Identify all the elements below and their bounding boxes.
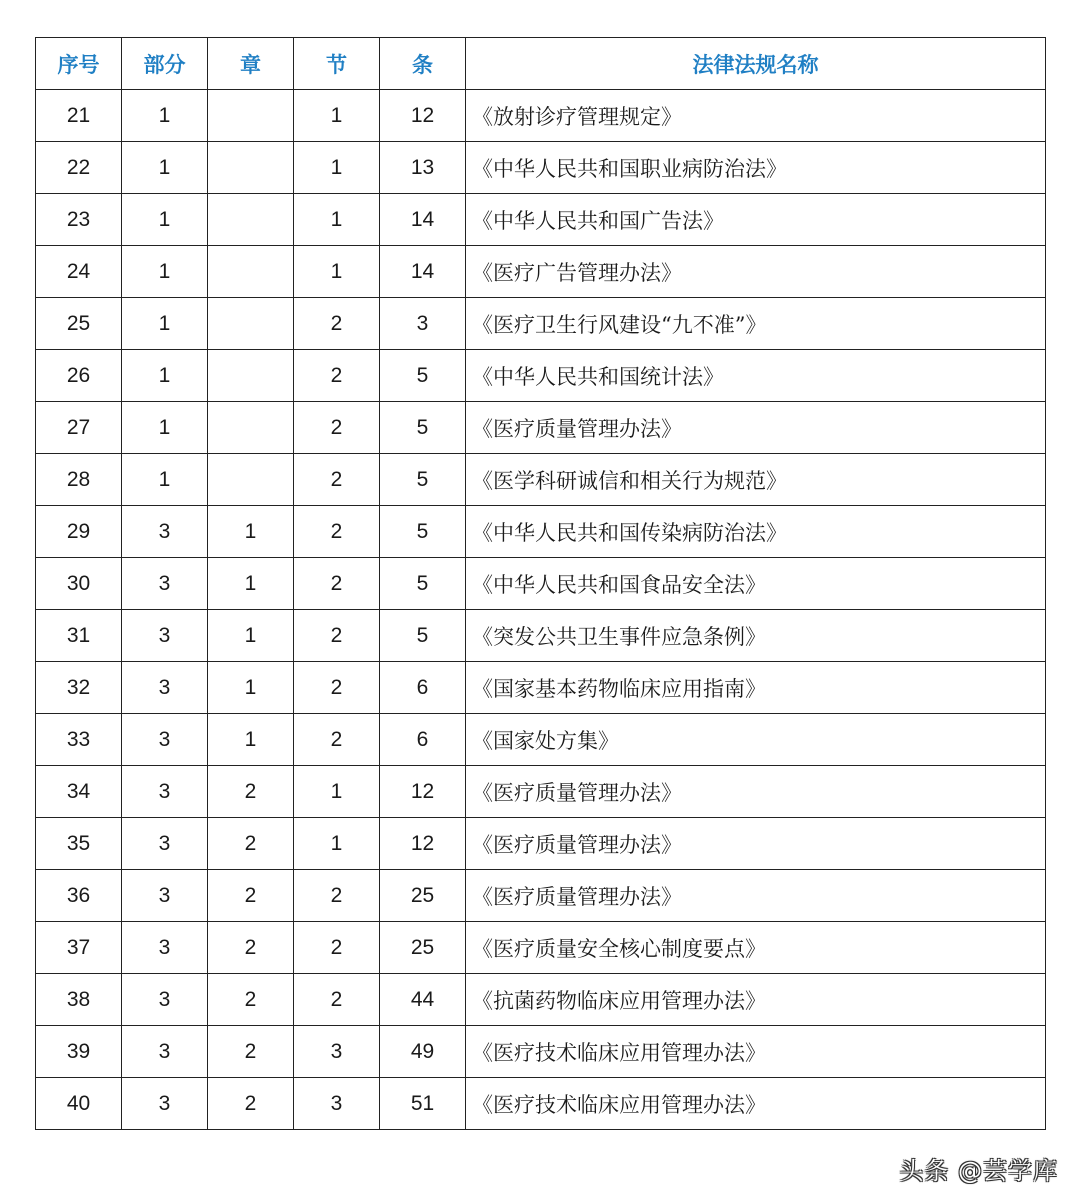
cell-regulation-name: 《医疗卫生行风建设“九不准”》 xyxy=(466,298,1046,350)
cell-regulation-name: 《中华人民共和国传染病防治法》 xyxy=(466,506,1046,558)
cell-index: 26 xyxy=(36,350,122,402)
cell-part: 3 xyxy=(122,870,208,922)
cell-section: 1 xyxy=(294,246,380,298)
table-row xyxy=(36,870,1046,922)
cell-chapter: 2 xyxy=(208,766,294,818)
cell-article: 5 xyxy=(380,402,466,454)
cell-part: 1 xyxy=(122,402,208,454)
header-regulation-name: 法律法规名称 xyxy=(466,38,1046,90)
cell-section: 2 xyxy=(294,298,380,350)
table-row xyxy=(36,90,1046,142)
cell-article: 5 xyxy=(380,350,466,402)
cell-index: 22 xyxy=(36,142,122,194)
cell-section: 2 xyxy=(294,454,380,506)
cell-chapter: 1 xyxy=(208,506,294,558)
cell-section: 2 xyxy=(294,610,380,662)
cell-section: 2 xyxy=(294,558,380,610)
table-row xyxy=(36,298,1046,350)
cell-article: 51 xyxy=(380,1078,466,1130)
table-row xyxy=(36,194,1046,246)
cell-section: 1 xyxy=(294,818,380,870)
cell-part: 1 xyxy=(122,142,208,194)
cell-index: 31 xyxy=(36,610,122,662)
cell-regulation-name: 《国家基本药物临床应用指南》 xyxy=(466,662,1046,714)
cell-chapter: 1 xyxy=(208,714,294,766)
cell-part: 3 xyxy=(122,662,208,714)
cell-part: 3 xyxy=(122,974,208,1026)
cell-part: 3 xyxy=(122,766,208,818)
cell-section: 2 xyxy=(294,922,380,974)
cell-part: 1 xyxy=(122,350,208,402)
cell-chapter: 1 xyxy=(208,558,294,610)
cell-section: 1 xyxy=(294,142,380,194)
cell-chapter: 2 xyxy=(208,818,294,870)
cell-index: 38 xyxy=(36,974,122,1026)
table-row xyxy=(36,558,1046,610)
cell-article: 6 xyxy=(380,662,466,714)
cell-chapter xyxy=(208,298,294,350)
cell-section: 2 xyxy=(294,870,380,922)
cell-index: 36 xyxy=(36,870,122,922)
table-row xyxy=(36,350,1046,402)
cell-regulation-name: 《医疗质量管理办法》 xyxy=(466,818,1046,870)
cell-index: 35 xyxy=(36,818,122,870)
cell-index: 32 xyxy=(36,662,122,714)
cell-article: 49 xyxy=(380,1026,466,1078)
table-row xyxy=(36,142,1046,194)
cell-section: 1 xyxy=(294,90,380,142)
cell-index: 34 xyxy=(36,766,122,818)
table-body xyxy=(36,90,1046,1130)
cell-article: 44 xyxy=(380,974,466,1026)
cell-index: 25 xyxy=(36,298,122,350)
cell-part: 3 xyxy=(122,610,208,662)
cell-article: 3 xyxy=(380,298,466,350)
cell-index: 40 xyxy=(36,1078,122,1130)
cell-part: 1 xyxy=(122,194,208,246)
cell-index: 33 xyxy=(36,714,122,766)
cell-part: 3 xyxy=(122,922,208,974)
cell-part: 1 xyxy=(122,454,208,506)
cell-chapter: 2 xyxy=(208,974,294,1026)
cell-regulation-name: 《中华人民共和国职业病防治法》 xyxy=(466,142,1046,194)
cell-section: 2 xyxy=(294,974,380,1026)
cell-chapter: 2 xyxy=(208,1026,294,1078)
table-row xyxy=(36,818,1046,870)
cell-index: 27 xyxy=(36,402,122,454)
cell-regulation-name: 《国家处方集》 xyxy=(466,714,1046,766)
cell-article: 14 xyxy=(380,246,466,298)
cell-section: 2 xyxy=(294,714,380,766)
cell-regulation-name: 《医疗质量管理办法》 xyxy=(466,870,1046,922)
cell-article: 13 xyxy=(380,142,466,194)
cell-index: 28 xyxy=(36,454,122,506)
cell-part: 1 xyxy=(122,90,208,142)
header-section: 节 xyxy=(294,38,380,90)
cell-chapter: 2 xyxy=(208,922,294,974)
cell-section: 1 xyxy=(294,194,380,246)
table-row xyxy=(36,246,1046,298)
table-row xyxy=(36,922,1046,974)
table-row xyxy=(36,662,1046,714)
cell-part: 3 xyxy=(122,714,208,766)
cell-part: 3 xyxy=(122,1026,208,1078)
table-row xyxy=(36,974,1046,1026)
cell-section: 1 xyxy=(294,766,380,818)
cell-section: 2 xyxy=(294,506,380,558)
table-row xyxy=(36,454,1046,506)
regulations-table xyxy=(35,37,1046,1130)
cell-section: 3 xyxy=(294,1078,380,1130)
cell-chapter xyxy=(208,402,294,454)
cell-section: 2 xyxy=(294,350,380,402)
cell-article: 25 xyxy=(380,870,466,922)
cell-chapter: 1 xyxy=(208,610,294,662)
cell-part: 3 xyxy=(122,818,208,870)
cell-regulation-name: 《抗菌药物临床应用管理办法》 xyxy=(466,974,1046,1026)
cell-index: 29 xyxy=(36,506,122,558)
cell-chapter xyxy=(208,246,294,298)
cell-part: 1 xyxy=(122,298,208,350)
header-part: 部分 xyxy=(122,38,208,90)
cell-regulation-name: 《医学科研诚信和相关行为规范》 xyxy=(466,454,1046,506)
cell-part: 3 xyxy=(122,506,208,558)
cell-chapter xyxy=(208,350,294,402)
cell-chapter xyxy=(208,454,294,506)
cell-regulation-name: 《中华人民共和国食品安全法》 xyxy=(466,558,1046,610)
table-row xyxy=(36,402,1046,454)
cell-article: 12 xyxy=(380,766,466,818)
table-row xyxy=(36,1026,1046,1078)
cell-index: 24 xyxy=(36,246,122,298)
table-row xyxy=(36,1078,1046,1130)
header-chapter: 章 xyxy=(208,38,294,90)
cell-part: 3 xyxy=(122,1078,208,1130)
cell-chapter xyxy=(208,142,294,194)
cell-index: 30 xyxy=(36,558,122,610)
cell-section: 2 xyxy=(294,662,380,714)
cell-regulation-name: 《医疗技术临床应用管理办法》 xyxy=(466,1026,1046,1078)
cell-chapter xyxy=(208,194,294,246)
table-row xyxy=(36,506,1046,558)
cell-article: 5 xyxy=(380,558,466,610)
cell-section: 2 xyxy=(294,402,380,454)
cell-regulation-name: 《中华人民共和国统计法》 xyxy=(466,350,1046,402)
table-row xyxy=(36,766,1046,818)
cell-article: 5 xyxy=(380,506,466,558)
cell-section: 3 xyxy=(294,1026,380,1078)
table-row xyxy=(36,714,1046,766)
header-article: 条 xyxy=(380,38,466,90)
cell-index: 39 xyxy=(36,1026,122,1078)
cell-article: 12 xyxy=(380,818,466,870)
cell-index: 21 xyxy=(36,90,122,142)
cell-regulation-name: 《医疗广告管理办法》 xyxy=(466,246,1046,298)
cell-article: 6 xyxy=(380,714,466,766)
cell-chapter xyxy=(208,90,294,142)
cell-regulation-name: 《放射诊疗管理规定》 xyxy=(466,90,1046,142)
cell-article: 5 xyxy=(380,454,466,506)
cell-part: 3 xyxy=(122,558,208,610)
cell-regulation-name: 《医疗质量管理办法》 xyxy=(466,402,1046,454)
cell-index: 37 xyxy=(36,922,122,974)
cell-regulation-name: 《医疗质量管理办法》 xyxy=(466,766,1046,818)
table-header-row xyxy=(36,38,1046,90)
cell-regulation-name: 《中华人民共和国广告法》 xyxy=(466,194,1046,246)
table-row xyxy=(36,610,1046,662)
cell-chapter: 1 xyxy=(208,662,294,714)
cell-regulation-name: 《医疗技术临床应用管理办法》 xyxy=(466,1078,1046,1130)
watermark: 头条 @芸学库 xyxy=(899,1157,1058,1185)
header-index: 序号 xyxy=(36,38,122,90)
cell-article: 12 xyxy=(380,90,466,142)
cell-chapter: 2 xyxy=(208,1078,294,1130)
cell-regulation-name: 《突发公共卫生事件应急条例》 xyxy=(466,610,1046,662)
cell-article: 25 xyxy=(380,922,466,974)
cell-chapter: 2 xyxy=(208,870,294,922)
cell-article: 5 xyxy=(380,610,466,662)
cell-index: 23 xyxy=(36,194,122,246)
cell-regulation-name: 《医疗质量安全核心制度要点》 xyxy=(466,922,1046,974)
cell-part: 1 xyxy=(122,246,208,298)
cell-article: 14 xyxy=(380,194,466,246)
